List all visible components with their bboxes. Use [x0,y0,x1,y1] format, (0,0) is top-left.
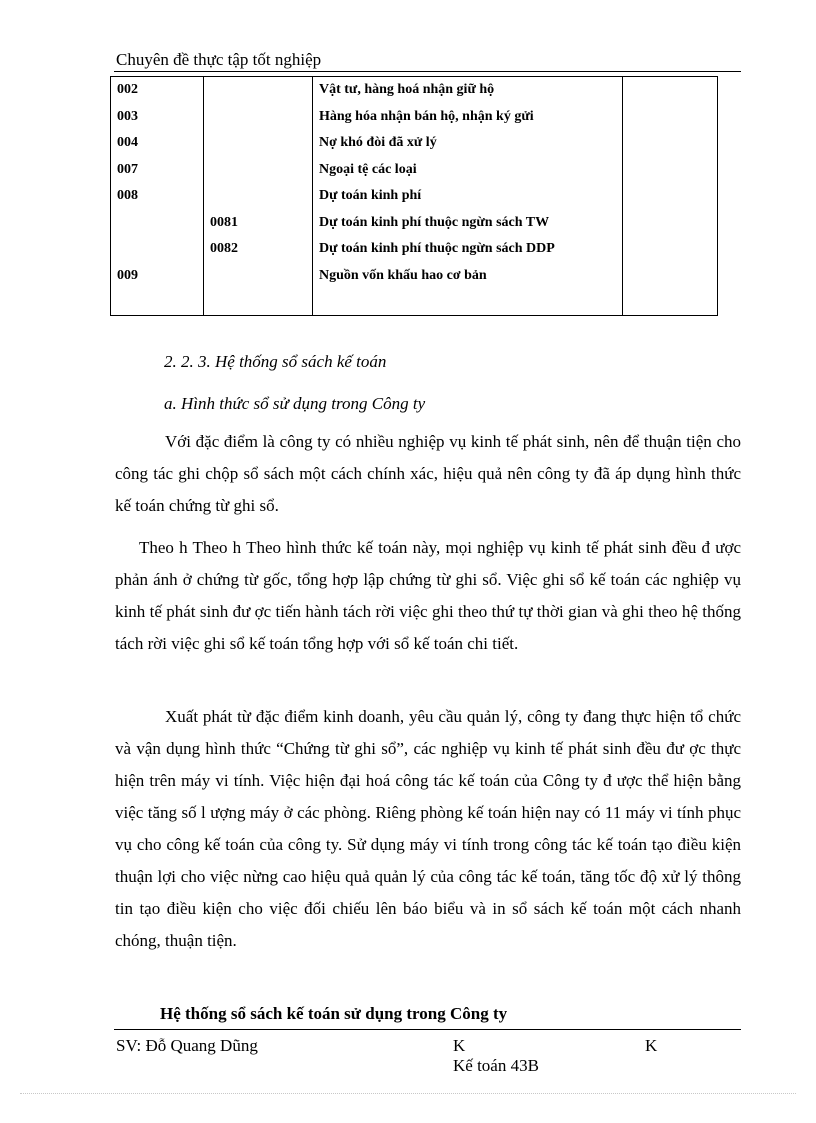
table-row [111,130,718,157]
account-name [313,289,623,316]
sub-account-code [204,289,313,316]
footer-class: Kế toán 43B [453,1056,539,1075]
account-name: Hàng hóa nhận bán hộ, nhận ký gửi [313,104,623,131]
footer-student-name: SV: Đỗ Quang Dũng [116,1036,258,1055]
table-row [111,289,718,316]
sub-account-code: 0081 [204,210,313,237]
footer-divider [114,1029,741,1030]
sub-account-code [204,130,313,157]
account-code: 003 [111,104,204,131]
account-code: 002 [111,77,204,104]
table-row [111,183,718,210]
header-divider [114,71,741,72]
account-table [110,76,718,316]
account-name: Dự toán kinh phí thuộc ngừn sách TW [313,210,623,237]
account-code: 004 [111,130,204,157]
account-note [623,130,718,157]
sub-account-code [204,77,313,104]
sub-account-code [204,157,313,184]
account-note [623,183,718,210]
account-note [623,104,718,131]
account-name: Ngoại tệ các loại [313,157,623,184]
sub-account-code: 0082 [204,236,313,263]
page-bottom-border [20,1093,796,1094]
paragraph-method: Theo h Theo h Theo hình thức kế toán này, mọi nghiệp vụ kinh tế phát sinh đều đ ược phản ánh ở chứng từ gốc, tổng hợp lập chứng từ ghi sổ. Việc ghi sổ kế toán các nghiệp vụ kinh tế phát sinh đư ợc tiến hành tách rời việc ghi theo thứ tự thời gian và ghi theo hệ thống tách rời việc ghi sổ kế toán tổng hợp với sổ kế toán chi tiết. [115,538,741,653]
table-row [111,236,718,263]
account-code [111,210,204,237]
paragraph-computerization: Xuất phát từ đặc điểm kinh doanh, yêu cầu quản lý, công ty đang thực hiện tổ chức và vận dụng hình thức “Chứng từ ghi sổ”, các nghiệp vụ kinh tế phát sinh đều đư ợc thực hiện trên máy vi tính. Việc hiện đại hoá công tác kế toán của Công ty đ ược thể hiện bằng việc tăng số l ượng máy ở các phòng. Riêng phòng kế toán hiện nay có 11 máy vi tính phục vụ cho công kế toán của công ty. Sử dụng máy vi tính trong công tác kế toán tạo điều kiện thuận lợi cho việc nừng cao hiệu quả quản lý của công tác kế toán, tăng tốc độ xử lý thông tin tạo điều kiện cho việc đối chiếu lên báo biểu và in sổ sách kế toán một cách nhanh chóng, thuận tiện. [115,707,741,950]
subsection-heading-a: a. Hình thức sổ sử dụng trong Công ty [164,394,426,413]
table-row [111,77,718,104]
account-code [111,289,204,316]
account-note [623,210,718,237]
sub-account-code [204,263,313,290]
section-heading-223: 2. 2. 3. Hệ thống sổ sách kế toán [164,352,387,371]
account-code [111,236,204,263]
table-row [111,263,718,290]
footer-mid-k: K [453,1036,466,1055]
account-name: Nguồn vốn khấu hao cơ bản [313,263,623,290]
account-note [623,289,718,316]
account-note [623,77,718,104]
sub-account-code [204,183,313,210]
footer-right-k: K [645,1036,658,1055]
account-name: Vật tư, hàng hoá nhận giữ hộ [313,77,623,104]
account-note [623,236,718,263]
account-code: 007 [111,157,204,184]
table-row [111,210,718,237]
sub-account-code [204,104,313,131]
account-note [623,157,718,184]
table-row [111,104,718,131]
table-row [111,157,718,184]
account-note [623,263,718,290]
account-code: 008 [111,183,204,210]
account-code: 009 [111,263,204,290]
page-header-title: Chuyên đề thực tập tốt nghiệp [116,50,322,69]
account-name: Dự toán kinh phí [313,183,623,210]
account-name: Dự toán kinh phí thuộc ngừn sách DDP [313,236,623,263]
account-name: Nợ khó đòi đã xử lý [313,130,623,157]
section-title-books: Hệ thống sổ sách kế toán sử dụng trong Công ty [160,1004,508,1023]
paragraph-intro: Với đặc điểm là công ty có nhiều nghiệp vụ kinh tế phát sinh, nên để thuận tiện cho công tác ghi chộp sổ sách một cách chính xác, hiệu quả nên công ty đã áp dụng hình thức kế toán chứng từ ghi sổ. [115,432,741,515]
